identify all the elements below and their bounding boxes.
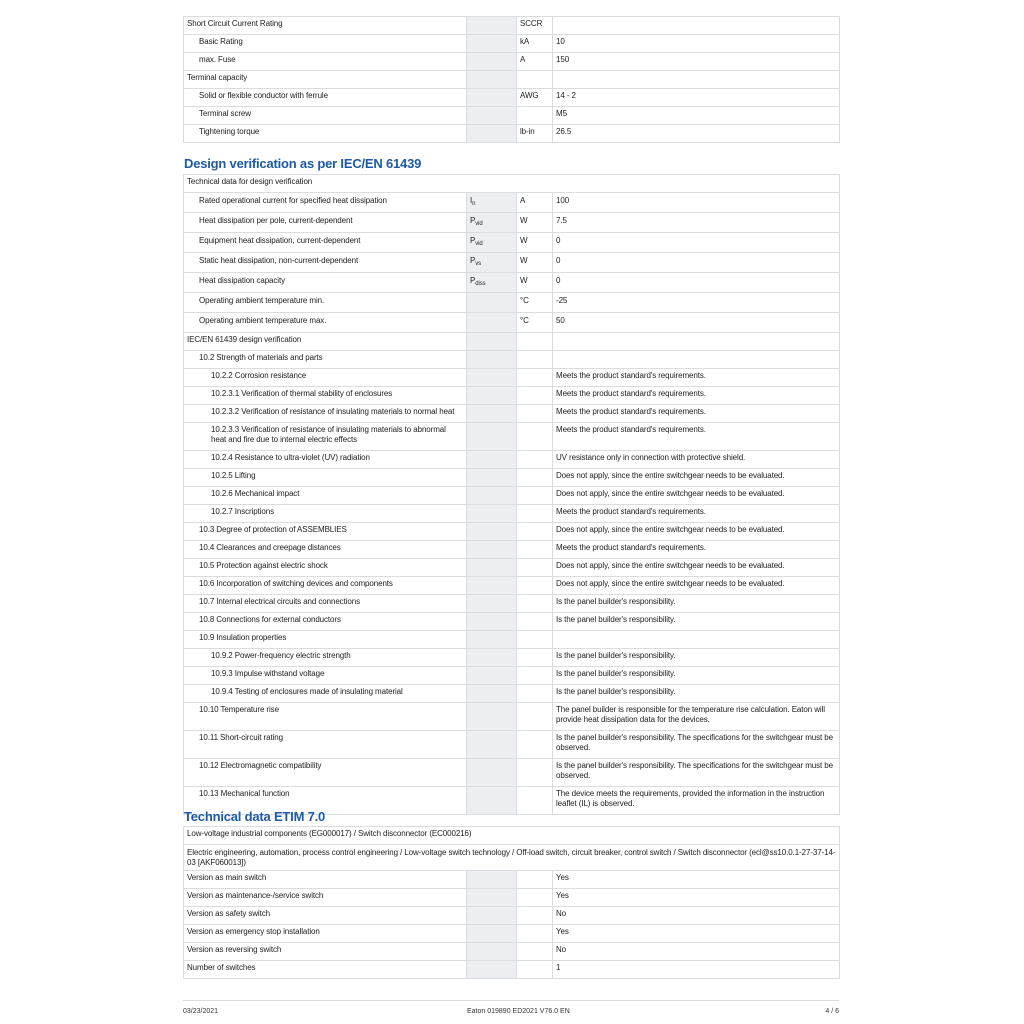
row-value: Is the panel builder's responsibility. bbox=[553, 685, 840, 703]
row-label: Basic Rating bbox=[184, 35, 467, 53]
row-value bbox=[553, 71, 840, 89]
table-row bbox=[184, 53, 840, 71]
row-symbol bbox=[467, 333, 517, 351]
row-label: Solid or flexible conductor with ferrule bbox=[184, 89, 467, 107]
eclass-row bbox=[184, 845, 840, 871]
row-symbol bbox=[467, 253, 517, 273]
symbol-subscript: vs bbox=[475, 261, 482, 267]
row-value: No bbox=[553, 907, 840, 925]
row-unit bbox=[517, 369, 553, 387]
table-row bbox=[184, 731, 840, 759]
row-value: Meets the product standard's requirements. bbox=[553, 405, 840, 423]
row-unit bbox=[517, 71, 553, 89]
section-subheader: IEC/EN 61439 design verification bbox=[184, 333, 467, 351]
row-unit bbox=[517, 685, 553, 703]
row-value: M5 bbox=[553, 107, 840, 125]
row-unit bbox=[517, 559, 553, 577]
row-symbol bbox=[467, 369, 517, 387]
table-row bbox=[184, 233, 840, 253]
row-label: 10.2.7 Inscriptions bbox=[184, 505, 467, 523]
eclass-path: Electric engineering, automation, process control engineering / Low-voltage switch technology / Off-load switch, circuit breaker, control switch / Switch disconnector (ecl@ss10.0.1-27-37-14-03 [AKF060013]) bbox=[184, 845, 840, 871]
row-value: Meets the product standard's requirements. bbox=[553, 541, 840, 559]
row-unit bbox=[517, 351, 553, 369]
row-value: Is the panel builder's responsibility. bbox=[553, 649, 840, 667]
row-symbol bbox=[467, 213, 517, 233]
etim-class: Low-voltage industrial components (EG000017) / Switch disconnector (EC000216) bbox=[184, 827, 840, 845]
row-label: Heat dissipation per pole, current-dependent bbox=[184, 213, 467, 233]
row-label: 10.2.6 Mechanical impact bbox=[184, 487, 467, 505]
row-value: Does not apply, since the entire switchgear needs to be evaluated. bbox=[553, 577, 840, 595]
row-unit bbox=[517, 469, 553, 487]
table-header-row bbox=[184, 175, 840, 193]
design-verification-title: Design verification as per IEC/EN 61439 bbox=[184, 156, 422, 171]
row-symbol bbox=[467, 71, 517, 89]
table-row bbox=[184, 577, 840, 595]
symbol-subscript: diss bbox=[475, 281, 486, 287]
table-row bbox=[184, 559, 840, 577]
symbol-letter: I bbox=[470, 196, 473, 205]
row-value: 1 bbox=[553, 961, 840, 979]
table-row bbox=[184, 125, 840, 143]
row-symbol bbox=[467, 731, 517, 759]
row-symbol bbox=[467, 943, 517, 961]
row-label: Version as maintenance-/service switch bbox=[184, 889, 467, 907]
row-label: 10.2.3.1 Verification of thermal stability of enclosures bbox=[184, 387, 467, 405]
row-value: The device meets the requirements, provided the information in the instruction leaflet (IL) is observed. bbox=[553, 787, 840, 815]
row-symbol bbox=[467, 53, 517, 71]
row-label: Short Circuit Current Rating bbox=[184, 17, 467, 35]
row-value: 26.5 bbox=[553, 125, 840, 143]
row-value: Meets the product standard's requirements. bbox=[553, 387, 840, 405]
row-label: Operating ambient temperature min. bbox=[184, 293, 467, 313]
row-label: Equipment heat dissipation, current-dependent bbox=[184, 233, 467, 253]
row-symbol bbox=[467, 193, 517, 213]
row-unit: kA bbox=[517, 35, 553, 53]
table-row bbox=[184, 595, 840, 613]
row-symbol bbox=[467, 559, 517, 577]
row-symbol bbox=[467, 293, 517, 313]
row-label: Version as main switch bbox=[184, 871, 467, 889]
row-unit bbox=[517, 925, 553, 943]
row-symbol bbox=[467, 871, 517, 889]
row-symbol bbox=[467, 523, 517, 541]
section-subheader: Technical data for design verification bbox=[184, 175, 840, 193]
row-value: Does not apply, since the entire switchgear needs to be evaluated. bbox=[553, 559, 840, 577]
row-unit bbox=[517, 649, 553, 667]
row-unit bbox=[517, 907, 553, 925]
row-unit: AWG bbox=[517, 89, 553, 107]
table-row bbox=[184, 523, 840, 541]
row-unit bbox=[517, 107, 553, 125]
etim-table bbox=[183, 826, 840, 979]
table-row bbox=[184, 889, 840, 907]
row-label: 10.12 Electromagnetic compatibility bbox=[184, 759, 467, 787]
row-symbol bbox=[467, 505, 517, 523]
row-value: Does not apply, since the entire switchgear needs to be evaluated. bbox=[553, 523, 840, 541]
row-symbol bbox=[467, 577, 517, 595]
table-row bbox=[184, 89, 840, 107]
row-symbol bbox=[467, 107, 517, 125]
row-unit bbox=[517, 595, 553, 613]
row-unit: W bbox=[517, 253, 553, 273]
row-label: 10.10 Temperature rise bbox=[184, 703, 467, 731]
row-symbol bbox=[467, 925, 517, 943]
row-unit: SCCR bbox=[517, 17, 553, 35]
table-row bbox=[184, 631, 840, 649]
table-row bbox=[184, 313, 840, 333]
row-value: 100 bbox=[553, 193, 840, 213]
table-row bbox=[184, 405, 840, 423]
row-label: 10.2 Strength of materials and parts bbox=[184, 351, 467, 369]
symbol-letter: P bbox=[470, 256, 476, 265]
row-value: Is the panel builder's responsibility. bbox=[553, 667, 840, 685]
row-symbol bbox=[467, 613, 517, 631]
row-unit bbox=[517, 541, 553, 559]
row-value: Is the panel builder's responsibility. The specifications for the switchgear must be observed. bbox=[553, 731, 840, 759]
symbol-subscript: vid bbox=[475, 241, 483, 247]
row-unit bbox=[517, 451, 553, 469]
table-row bbox=[184, 273, 840, 293]
row-label: Number of switches bbox=[184, 961, 467, 979]
symbol-subscript: vid bbox=[475, 221, 483, 227]
table-row bbox=[184, 253, 840, 273]
row-unit: lb-in bbox=[517, 125, 553, 143]
row-symbol bbox=[467, 405, 517, 423]
row-unit bbox=[517, 505, 553, 523]
row-label: 10.9 Insulation properties bbox=[184, 631, 467, 649]
row-symbol bbox=[467, 273, 517, 293]
row-label: 10.9.2 Power-frequency electric strength bbox=[184, 649, 467, 667]
row-unit bbox=[517, 667, 553, 685]
footer-date: 03/23/2021 bbox=[183, 1008, 219, 1015]
row-value: Is the panel builder's responsibility. bbox=[553, 613, 840, 631]
table-row bbox=[184, 487, 840, 505]
row-symbol bbox=[467, 907, 517, 925]
row-unit bbox=[517, 943, 553, 961]
table-row bbox=[184, 35, 840, 53]
row-label: 10.2.4 Resistance to ultra-violet (UV) radiation bbox=[184, 451, 467, 469]
row-label: 10.5 Protection against electric shock bbox=[184, 559, 467, 577]
row-symbol bbox=[467, 631, 517, 649]
row-unit bbox=[517, 787, 553, 815]
row-symbol bbox=[467, 233, 517, 253]
table-row bbox=[184, 469, 840, 487]
table-row bbox=[184, 107, 840, 125]
table-row bbox=[184, 759, 840, 787]
row-value: Is the panel builder's responsibility. The specifications for the switchgear must be observed. bbox=[553, 759, 840, 787]
row-label: 10.2.3.3 Verification of resistance of insulating materials to abnormal heat and fire due to internal electric effects bbox=[184, 423, 467, 451]
row-symbol bbox=[467, 685, 517, 703]
row-symbol bbox=[467, 649, 517, 667]
row-label: Version as emergency stop installation bbox=[184, 925, 467, 943]
row-symbol bbox=[467, 35, 517, 53]
symbol-letter: P bbox=[470, 276, 476, 285]
row-value: UV resistance only in connection with protective shield. bbox=[553, 451, 840, 469]
row-symbol bbox=[467, 667, 517, 685]
row-label: 10.6 Incorporation of switching devices and components bbox=[184, 577, 467, 595]
design-verification-table bbox=[183, 174, 840, 815]
row-label: Heat dissipation capacity bbox=[184, 273, 467, 293]
table-row bbox=[184, 541, 840, 559]
table-row bbox=[184, 613, 840, 631]
row-label: Operating ambient temperature max. bbox=[184, 313, 467, 333]
row-value: 10 bbox=[553, 35, 840, 53]
row-label: 10.13 Mechanical function bbox=[184, 787, 467, 815]
row-symbol bbox=[467, 541, 517, 559]
row-label: Rated operational current for specified heat dissipation bbox=[184, 193, 467, 213]
table-row bbox=[184, 685, 840, 703]
etim-title: Technical data ETIM 7.0 bbox=[184, 809, 326, 824]
row-unit: W bbox=[517, 233, 553, 253]
table-row bbox=[184, 387, 840, 405]
row-label: Terminal capacity bbox=[184, 71, 467, 89]
table-row bbox=[184, 71, 840, 89]
footer-doc-id: Eaton 019890 ED2021 V76.0 EN bbox=[467, 1008, 570, 1015]
row-symbol bbox=[467, 595, 517, 613]
row-value bbox=[553, 17, 840, 35]
row-value bbox=[553, 631, 840, 649]
row-label: max. Fuse bbox=[184, 53, 467, 71]
table-header-row bbox=[184, 333, 840, 351]
row-symbol bbox=[467, 787, 517, 815]
row-unit: °C bbox=[517, 313, 553, 333]
row-symbol bbox=[467, 387, 517, 405]
row-label: 10.2.2 Corrosion resistance bbox=[184, 369, 467, 387]
table-row bbox=[184, 907, 840, 925]
row-label: Static heat dissipation, non-current-dependent bbox=[184, 253, 467, 273]
etim-class-row bbox=[184, 827, 840, 845]
table-row bbox=[184, 351, 840, 369]
row-symbol bbox=[467, 961, 517, 979]
row-unit bbox=[517, 871, 553, 889]
row-symbol bbox=[467, 469, 517, 487]
table-row bbox=[184, 871, 840, 889]
row-label: 10.2.5 Lifting bbox=[184, 469, 467, 487]
row-value: Does not apply, since the entire switchgear needs to be evaluated. bbox=[553, 487, 840, 505]
footer-page-number: 4 / 6 bbox=[825, 1008, 839, 1015]
page-footer bbox=[183, 1000, 839, 1015]
row-symbol bbox=[467, 487, 517, 505]
symbol-letter: P bbox=[470, 236, 476, 245]
table-row bbox=[184, 961, 840, 979]
row-symbol bbox=[467, 759, 517, 787]
row-value: Meets the product standard's requirements. bbox=[553, 423, 840, 451]
row-label: Tightening torque bbox=[184, 125, 467, 143]
table-row bbox=[184, 505, 840, 523]
row-value bbox=[553, 333, 840, 351]
row-value: No bbox=[553, 943, 840, 961]
row-value: Meets the product standard's requirements. bbox=[553, 369, 840, 387]
row-unit: A bbox=[517, 193, 553, 213]
row-value: Meets the product standard's requirements. bbox=[553, 505, 840, 523]
row-unit bbox=[517, 703, 553, 731]
table-row bbox=[184, 667, 840, 685]
row-value: 0 bbox=[553, 253, 840, 273]
row-value bbox=[553, 351, 840, 369]
row-value: -25 bbox=[553, 293, 840, 313]
row-symbol bbox=[467, 125, 517, 143]
row-label: 10.11 Short-circuit rating bbox=[184, 731, 467, 759]
table-row bbox=[184, 213, 840, 233]
row-value: 0 bbox=[553, 233, 840, 253]
row-unit: W bbox=[517, 213, 553, 233]
row-label: Version as reversing switch bbox=[184, 943, 467, 961]
row-symbol bbox=[467, 451, 517, 469]
table-row bbox=[184, 423, 840, 451]
row-unit bbox=[517, 889, 553, 907]
row-label: 10.8 Connections for external conductors bbox=[184, 613, 467, 631]
row-value: 150 bbox=[553, 53, 840, 71]
row-value: The panel builder is responsible for the temperature rise calculation. Eaton will provide heat dissipation data for the devices. bbox=[553, 703, 840, 731]
symbol-letter: P bbox=[470, 216, 476, 225]
row-unit bbox=[517, 631, 553, 649]
row-symbol bbox=[467, 313, 517, 333]
table-row bbox=[184, 703, 840, 731]
row-unit bbox=[517, 423, 553, 451]
row-label: Version as safety switch bbox=[184, 907, 467, 925]
row-label: 10.9.3 Impulse withstand voltage bbox=[184, 667, 467, 685]
row-symbol bbox=[467, 89, 517, 107]
row-value: 7.5 bbox=[553, 213, 840, 233]
row-unit: °C bbox=[517, 293, 553, 313]
row-label: 10.3 Degree of protection of ASSEMBLIES bbox=[184, 523, 467, 541]
row-label: 10.4 Clearances and creepage distances bbox=[184, 541, 467, 559]
row-value: 14 - 2 bbox=[553, 89, 840, 107]
table-row bbox=[184, 943, 840, 961]
table-row bbox=[184, 293, 840, 313]
symbol-subscript: n bbox=[472, 201, 476, 207]
table-row bbox=[184, 193, 840, 213]
row-unit bbox=[517, 387, 553, 405]
row-label: 10.2.3.2 Verification of resistance of insulating materials to normal heat bbox=[184, 405, 467, 423]
row-value: Does not apply, since the entire switchgear needs to be evaluated. bbox=[553, 469, 840, 487]
row-symbol bbox=[467, 423, 517, 451]
table-row bbox=[184, 369, 840, 387]
row-symbol bbox=[467, 889, 517, 907]
row-value: 0 bbox=[553, 273, 840, 293]
row-unit: A bbox=[517, 53, 553, 71]
table-row bbox=[184, 451, 840, 469]
row-symbol bbox=[467, 703, 517, 731]
row-unit bbox=[517, 523, 553, 541]
row-label: 10.9.4 Testing of enclosures made of insulating material bbox=[184, 685, 467, 703]
row-unit bbox=[517, 333, 553, 351]
row-unit bbox=[517, 613, 553, 631]
row-value: Yes bbox=[553, 871, 840, 889]
row-unit bbox=[517, 759, 553, 787]
row-value: Yes bbox=[553, 925, 840, 943]
row-value: 50 bbox=[553, 313, 840, 333]
row-unit bbox=[517, 961, 553, 979]
row-unit: W bbox=[517, 273, 553, 293]
row-label: Terminal screw bbox=[184, 107, 467, 125]
short-circuit-table bbox=[183, 16, 840, 143]
table-row bbox=[184, 925, 840, 943]
row-unit bbox=[517, 405, 553, 423]
row-unit bbox=[517, 577, 553, 595]
row-value: Yes bbox=[553, 889, 840, 907]
row-unit bbox=[517, 731, 553, 759]
table-row bbox=[184, 17, 840, 35]
row-unit bbox=[517, 487, 553, 505]
row-symbol bbox=[467, 17, 517, 35]
row-symbol bbox=[467, 351, 517, 369]
table-row bbox=[184, 649, 840, 667]
row-value: Is the panel builder's responsibility. bbox=[553, 595, 840, 613]
row-label: 10.7 Internal electrical circuits and connections bbox=[184, 595, 467, 613]
